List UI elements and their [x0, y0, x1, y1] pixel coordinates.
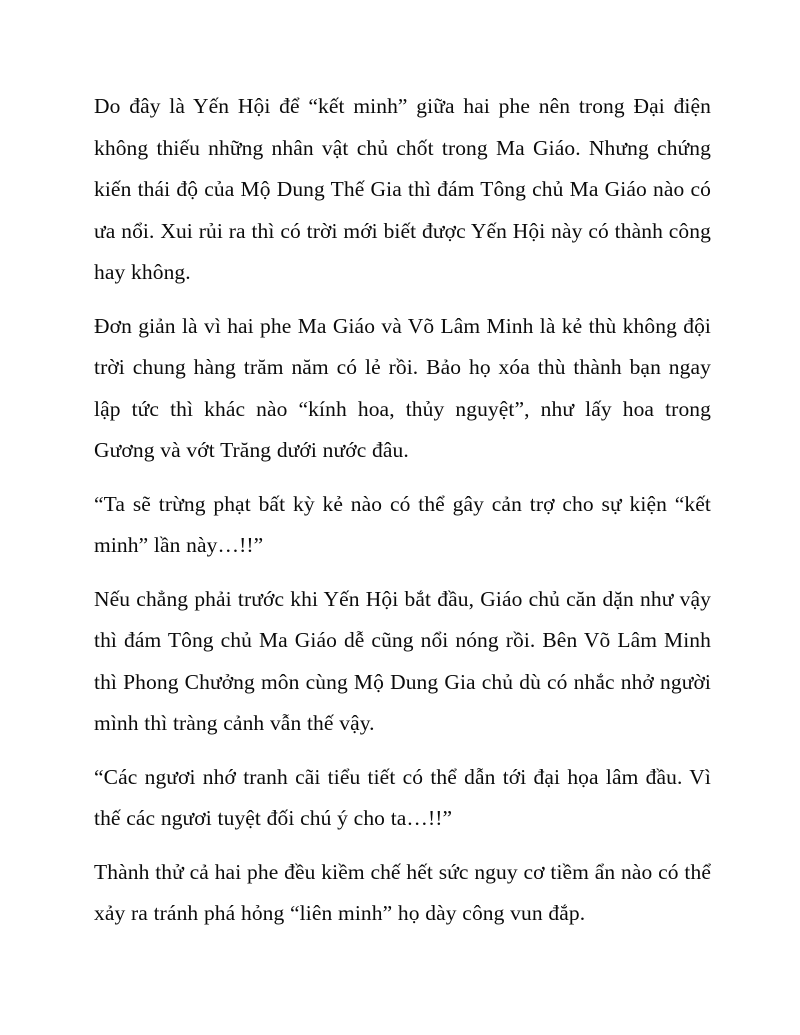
paragraph-3: “Ta sẽ trừng phạt bất kỳ kẻ nào có thể gây cản trợ cho sự kiện “kết minh” lần này…!!”: [94, 491, 711, 557]
paragraph-4: Nếu chẳng phải trước khi Yến Hội bắt đầu, Giáo chủ căn dặn như vậy thì đám Tông chủ Ma Giáo dễ cũng nổi nóng rồi. Bên Võ Lâm Minh thì Phong Chưởng môn cùng Mộ Dung Gia chủ dù có nhắc nhở người mình thì tràng cảnh vẫn thế vậy.: [94, 586, 711, 735]
paragraph-5: “Các ngươi nhớ tranh cãi tiểu tiết có thể dẫn tới đại họa lâm đầu. Vì thế các ngươi tuyệt đối chú ý cho ta…!!”: [94, 764, 711, 830]
paragraph-6: Thành thử cả hai phe đều kiềm chế hết sức nguy cơ tiềm ẩn nào có thể xảy ra tránh phá hỏng “liên minh” họ dày công vun đắp.: [94, 859, 711, 925]
text-column: [94, 86, 711, 935]
paragraph-1: Do đây là Yến Hội để “kết minh” giữa hai phe nên trong Đại điện không thiếu những nhân vật chủ chốt trong Ma Giáo. Nhưng chứng kiến thái độ của Mộ Dung Thế Gia thì đám Tông chủ Ma Giáo nào có ưa nổi. Xui rủi ra thì có trời mới biết được Yến Hội này có thành công hay không.: [94, 94, 711, 284]
paragraph-2: Đơn giản là vì hai phe Ma Giáo và Võ Lâm Minh là kẻ thù không đội trời chung hàng trăm năm có lẻ rồi. Bảo họ xóa thù thành bạn ngay lập tức thì khác nào “kính hoa, thủy nguyệt”, như lấy hoa trong Gương và vớt Trăng dưới nước đâu.: [94, 313, 711, 462]
